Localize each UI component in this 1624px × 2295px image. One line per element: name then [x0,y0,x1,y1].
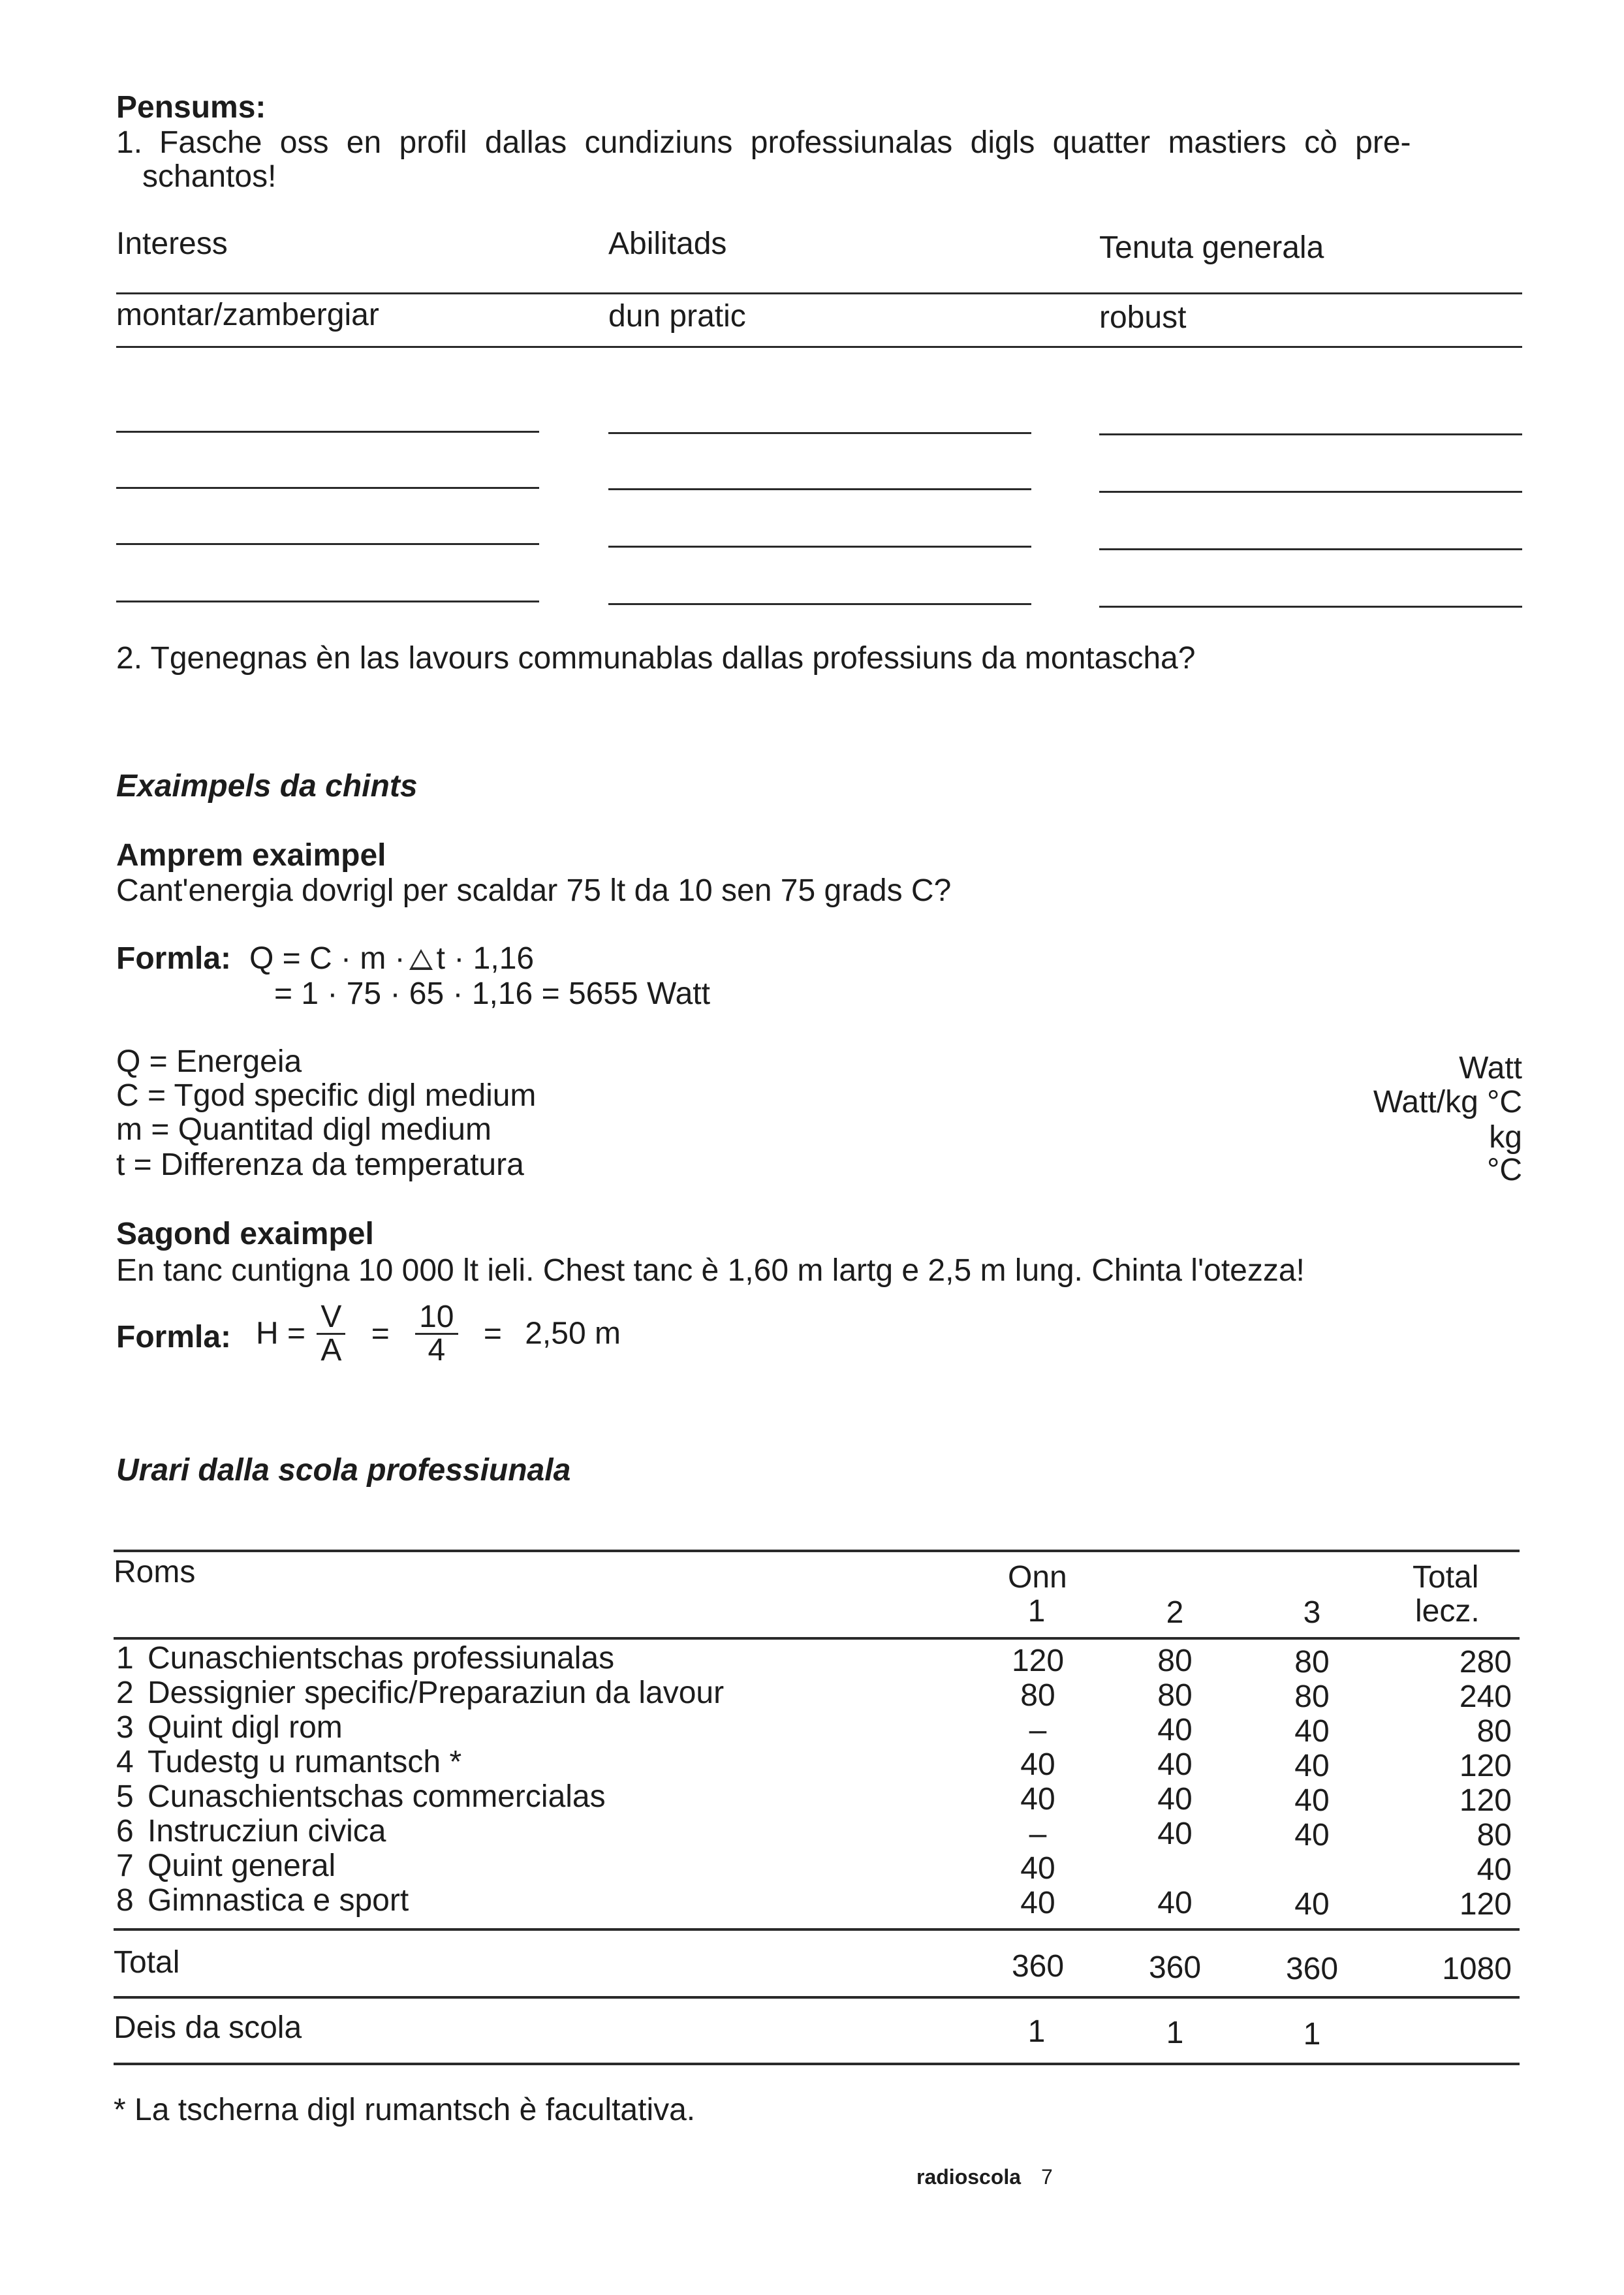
schedule-row-number: 4 [116,1745,134,1779]
schedule-top-rule [114,1550,1520,1552]
formula-result: 2,50 m [525,1316,621,1351]
question-2: 2. Tgenegnas èn las lavours communablas dallas professiuns da montascha? [116,641,1196,676]
question-1-line-1: Fasche oss en profil dallas cundiziuns professiunalas digls quatter mastiers cò pre- [159,125,1411,160]
legend-unit-m: kg [1489,1120,1522,1155]
schedule-row-year-3: 40 [1294,1818,1330,1852]
schedule-row-year-1: 40 [1020,1747,1055,1782]
days-row-y2: 1 [1166,2016,1184,2050]
header-abilitads: Abilitads [608,226,727,261]
example-abilitads: dun pratic [608,299,746,334]
schedule-header-rule [114,1637,1520,1640]
schedule-row-year-3: 40 [1294,1749,1330,1783]
schedule-row-year-2: 40 [1157,1886,1193,1920]
header-interess: Interess [116,226,228,261]
examples-heading: Exaimpels da chints [116,769,418,804]
second-formula [256,1302,621,1366]
schedule-row-number: 2 [116,1676,134,1710]
legend-def-c: C = Tgod specific digl medium [116,1078,537,1113]
fraction-denominator-4: 4 [428,1333,446,1367]
legend-def-t: t = Differenza da temperatura [116,1148,524,1182]
first-example-question: Cant'energia dovrigl per scaldar 75 lt da 10 sen 75 grads C? [116,873,952,908]
schedule-row-total: 120 [1459,1783,1512,1818]
schedule-row-total: 80 [1476,1818,1512,1852]
question-1-line-2: schantos! [142,159,277,194]
profile-header-rule [116,292,1522,294]
schedule-row-year-2: 80 [1157,1678,1193,1713]
delta-icon [409,949,433,970]
first-formula-part-1: Q = C · m · [249,941,405,976]
answer-line [116,431,539,433]
total-row-y1: 360 [1011,1949,1065,1984]
schedule-row-year-1: 80 [1020,1678,1055,1713]
schedule-row-year-2: 40 [1157,1817,1193,1851]
fraction-numerator-10: 10 [415,1302,458,1335]
answer-line [608,546,1031,548]
first-formula-line-2: = 1 · 75 · 65 · 1,16 = 5655 Watt [274,976,710,1011]
first-formula-line-1 [249,941,534,976]
schedule-row-year-2: 40 [1157,1747,1193,1782]
schedule-row-name: Dessignier specific/Preparaziun da lavour [148,1676,725,1710]
fraction-numerator-v: V [317,1302,345,1335]
schedule-rows-rule [114,1928,1520,1931]
schedule-row-year-1: 120 [1011,1644,1065,1678]
answer-line [608,603,1031,605]
schedule-row-number: 7 [116,1849,134,1883]
footnote: * La tscherna digl rumantsch è facultativa. [114,2093,696,2127]
schedule-row-year-2: 40 [1157,1713,1193,1747]
formula-h: H = [256,1316,306,1351]
total-row-y2: 360 [1148,1950,1202,1985]
schedule-bottom-rule [114,2063,1520,2065]
schedule-year-2: 2 [1166,1595,1184,1630]
schedule-row-year-3: 80 [1294,1645,1330,1679]
first-example-title: Amprem exaimpel [116,838,386,873]
second-example-title: Sagond exaimpel [116,1217,374,1251]
schedule-row-number: 8 [116,1883,134,1918]
page-footer [916,2166,1053,2189]
schedule-row-total: 120 [1459,1887,1512,1922]
answer-line [116,601,539,602]
schedule-row-year-1: 40 [1020,1851,1055,1886]
schedule-col-onn: Onn [1008,1560,1067,1595]
days-row-y3: 1 [1303,2017,1321,2052]
schedule-row-name: Instrucziun civica [148,1814,386,1849]
schedule-row-number: 3 [116,1710,134,1745]
total-row-label: Total [114,1945,180,1980]
header-tenuta-generala: Tenuta generala [1099,230,1324,265]
first-formula-label: Formla: [116,941,232,976]
answer-line [1099,433,1522,435]
schedule-row-total: 80 [1476,1714,1512,1749]
legend-unit-c: Watt/kg °C [1373,1085,1522,1119]
schedule-col-total: Total [1413,1560,1479,1595]
schedule-row-number: 6 [116,1814,134,1849]
schedule-row-total: 240 [1459,1679,1512,1714]
first-formula-part-2: t · 1,16 [436,941,535,976]
schedule-row-year-2: 80 [1157,1644,1193,1678]
example-tenuta: robust [1099,300,1187,335]
schedule-col-lecz: lecz. [1415,1594,1480,1629]
schedule-row-total: 120 [1459,1749,1512,1783]
schedule-row-number: 5 [116,1779,134,1814]
schedule-row-total: 40 [1476,1852,1512,1887]
answer-line [1099,548,1522,550]
schedule-col-roms: Roms [114,1555,196,1589]
schedule-row-year-2: 40 [1157,1782,1193,1817]
legend-def-q: Q = Energeia [116,1044,302,1079]
schedule-row-total: 280 [1459,1645,1512,1679]
schedule-year-3: 3 [1303,1595,1321,1630]
schedule-row-year-1: 40 [1020,1886,1055,1920]
formula-equals-2: = [483,1316,502,1351]
footer-page-number: 7 [1040,2165,1053,2189]
schedule-row-year-1: 40 [1020,1782,1055,1817]
schedule-row-year-3: 40 [1294,1783,1330,1818]
formula-equals-1: = [371,1316,390,1351]
days-row-label: Deis da scola [114,2010,302,2045]
fraction-v-over-a [317,1302,345,1366]
schedule-row-name: Gimnastica e sport [148,1883,409,1918]
schedule-heading: Urari dalla scola professiunala [116,1453,571,1488]
legend-def-m: m = Quantitad digl medium [116,1112,492,1147]
schedule-row-year-1: – [1029,1713,1047,1747]
schedule-row-year-3: 40 [1294,1887,1330,1922]
fraction-denominator-a: A [320,1333,342,1367]
total-row-total: 1080 [1442,1952,1512,1986]
schedule-total-rule [114,1996,1520,1999]
schedule-row-year-3: 80 [1294,1679,1330,1714]
answer-line [1099,606,1522,608]
schedule-row-name: Tudestg u rumantsch * [148,1745,462,1779]
answer-line [608,432,1031,434]
schedule-row-number: 1 [116,1641,134,1676]
footer-brand: radioscola [916,2165,1022,2189]
days-row-y1: 1 [1027,2014,1046,2049]
answer-line [1099,491,1522,493]
legend-unit-q: Watt [1459,1051,1522,1085]
second-example-question: En tanc cuntigna 10 000 lt ieli. Chest tanc è 1,60 m lartg e 2,5 m lung. Chinta l'otezza! [116,1253,1305,1288]
legend-unit-t: °C [1487,1153,1522,1187]
answer-line [116,487,539,489]
pensums-heading: Pensums: [116,90,266,125]
schedule-row-name: Cunaschientschas commercialas [148,1779,606,1814]
example-interess: montar/zambergiar [116,298,379,332]
schedule-row-name: Quint digl rom [148,1710,343,1745]
answer-line [116,543,539,545]
second-formula-label: Formla: [116,1320,232,1354]
profile-example-rule [116,346,1522,348]
schedule-row-name: Cunaschientschas professiunalas [148,1641,615,1676]
schedule-row-name: Quint general [148,1849,336,1883]
question-1-number: 1. [116,125,143,160]
fraction-10-over-4 [415,1302,458,1366]
schedule-year-1: 1 [1027,1594,1046,1629]
answer-line [608,488,1031,490]
total-row-y3: 360 [1285,1952,1339,1986]
schedule-row-year-3: 40 [1294,1714,1330,1749]
schedule-row-year-1: – [1029,1817,1047,1851]
